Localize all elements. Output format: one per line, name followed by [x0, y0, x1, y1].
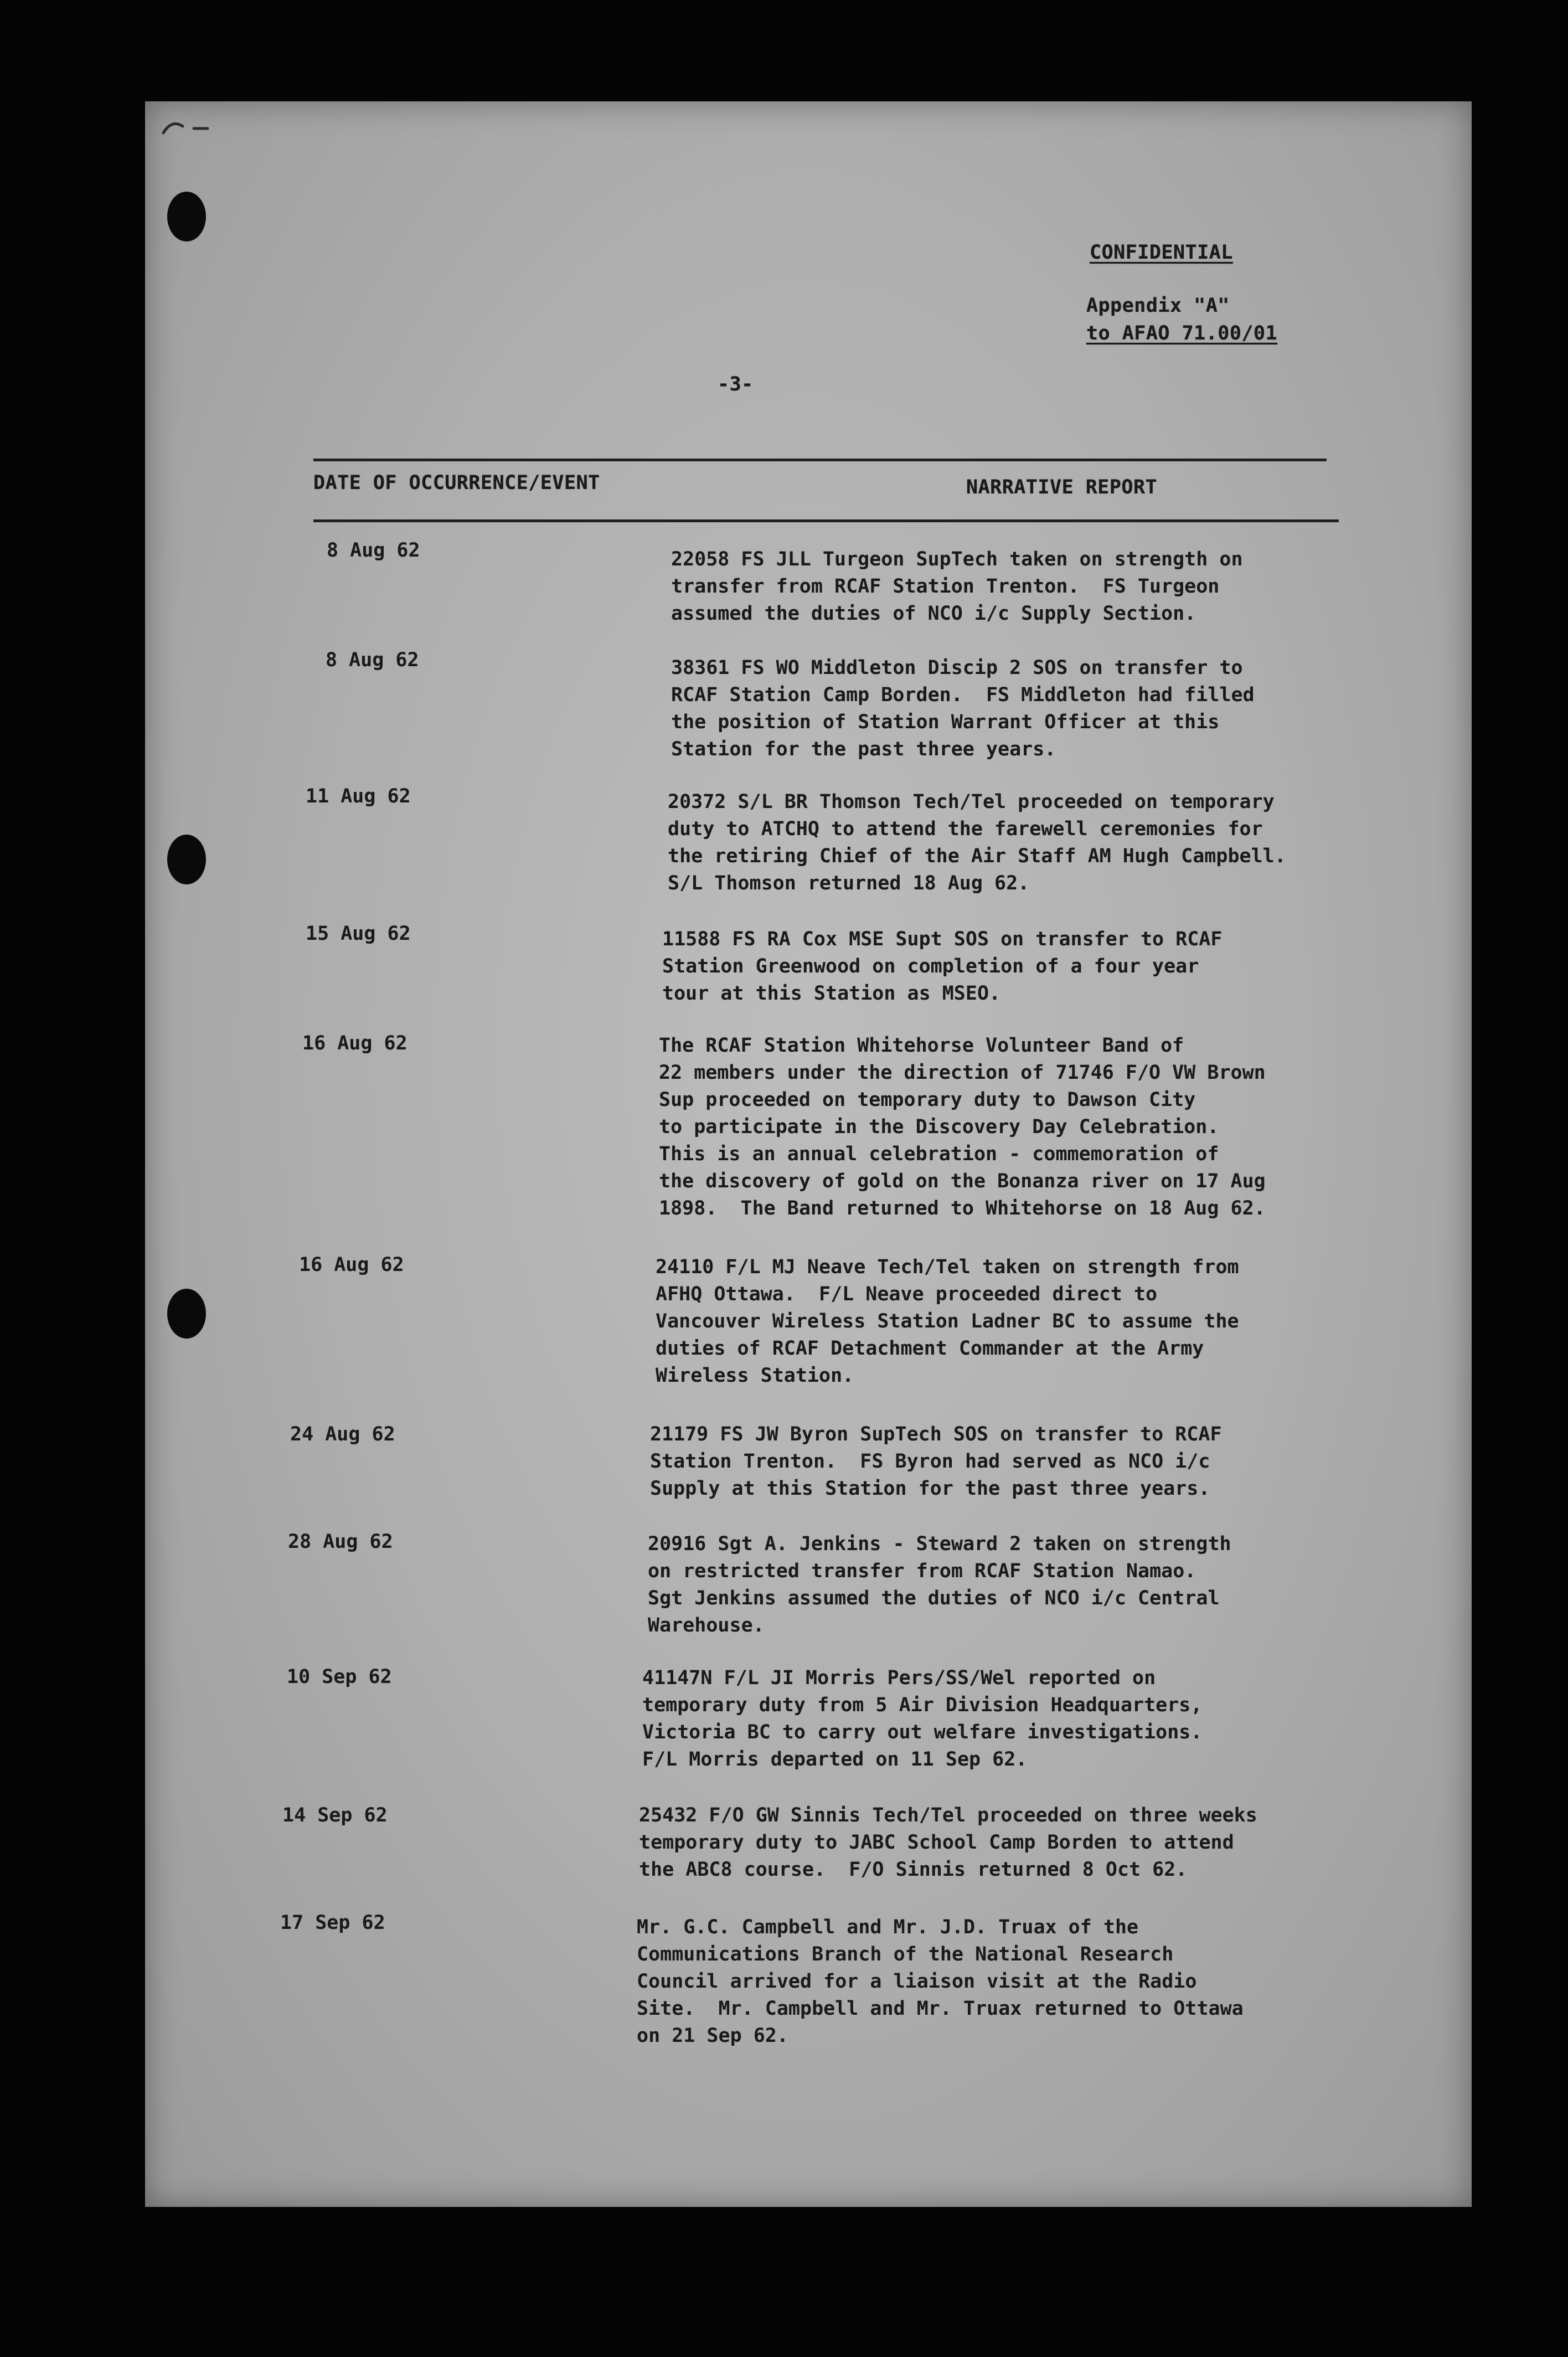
binder-hole-top	[167, 192, 206, 241]
header-rule	[313, 519, 1339, 522]
entry-date: 11 Aug 62	[306, 785, 411, 807]
entry-narrative: 22058 FS JLL Turgeon SupTech taken on strength on transfer from RCAF Station Trenton. FS Turgeon assumed the duties of NCO i/c Supply Section.	[671, 548, 1243, 625]
pencil-mark-icon	[161, 116, 238, 138]
entry-narrative: 38361 FS WO Middleton Discip 2 SOS on transfer to RCAF Station Camp Borden. FS Middleton had filled the position of Station Warrant Officer at this Station for the past three years.	[671, 657, 1255, 760]
page-number: -3-	[718, 373, 754, 395]
entry-narrative: 24110 F/L MJ Neave Tech/Tel taken on strength from AFHQ Ottawa. F/L Neave proceeded direct to Vancouver Wireless Station Ladner BC to assume the duties of RCAF Detachment Commander at the Army Wireless Station.	[656, 1256, 1239, 1387]
entry-narrative: 25432 F/O GW Sinnis Tech/Tel proceeded on three weeks temporary duty to JABC School Camp Borden to attend the ABC8 course. F/O Sinnis returned 8 Oct 62.	[639, 1804, 1257, 1881]
top-rule	[313, 459, 1327, 461]
entry-date: 28 Aug 62	[288, 1531, 393, 1553]
entry-date: 8 Aug 62	[327, 539, 420, 562]
entry-date: 16 Aug 62	[302, 1032, 408, 1054]
entry-date: 8 Aug 62	[326, 649, 419, 671]
entry-date: 10 Sep 62	[287, 1666, 392, 1688]
appendix-reference: to AFAO 71.00/01	[1086, 322, 1278, 344]
entry-date: 15 Aug 62	[306, 923, 411, 945]
entry-narrative: 41147N F/L JI Morris Pers/SS/Wel reported on temporary duty from 5 Air Division Headquarters, Victoria BC to carry out welfare investigations. F/L Morris departed on 11 Sep 62.	[642, 1667, 1203, 1771]
entry-date: 24 Aug 62	[290, 1423, 395, 1445]
entry-date: 17 Sep 62	[280, 1912, 385, 1934]
entry-date: 16 Aug 62	[299, 1254, 404, 1276]
entry-narrative: The RCAF Station Whitehorse Volunteer Band of 22 members under the direction of 71746 F/O VW Brown Sup proceeded on temporary duty to Dawson City to participate in the Discovery Day Celebration. This is an annual celebration - commemoration of the discovery of gold on the Bonanza river on 17 Aug 1898. The Band returned to Whitehorse on 18 Aug 62.	[659, 1035, 1266, 1219]
entry-date: 14 Sep 62	[282, 1804, 388, 1826]
entry-narrative: 20372 S/L BR Thomson Tech/Tel proceeded on temporary duty to ATCHQ to attend the farewell ceremonies for the retiring Chief of the Air Staff AM Hugh Campbell. S/L Thomson returned 18 Aug 62.	[668, 791, 1286, 894]
binder-hole-middle	[167, 835, 206, 884]
binder-hole-lower	[167, 1289, 206, 1339]
entry-narrative: 11588 FS RA Cox MSE Supt SOS on transfer to RCAF Station Greenwood on completion of a four year tour at this Station as MSEO.	[662, 928, 1223, 1005]
entry-narrative: Mr. G.C. Campbell and Mr. J.D. Truax of the Communications Branch of the National Research Council arrived for a liaison visit at the Radio Site. Mr. Campbell and Mr. Truax returned to Ottawa on 21 Sep 62.	[637, 1916, 1244, 2047]
narrative-column-header: NARRATIVE REPORT	[966, 476, 1158, 498]
classification-marking: CONFIDENTIAL	[1090, 241, 1233, 264]
appendix-label: Appendix "A"	[1086, 295, 1230, 317]
date-column-header: DATE OF OCCURRENCE/EVENT	[313, 472, 600, 494]
entry-narrative: 21179 FS JW Byron SupTech SOS on transfer to RCAF Station Trenton. FS Byron had served as NCO i/c Supply at this Station for the past three years.	[650, 1423, 1222, 1500]
entry-narrative: 20916 Sgt A. Jenkins - Steward 2 taken on strength on restricted transfer from RCAF Station Namao. Sgt Jenkins assumed the duties of NCO i/c Central Warehouse.	[648, 1533, 1231, 1636]
